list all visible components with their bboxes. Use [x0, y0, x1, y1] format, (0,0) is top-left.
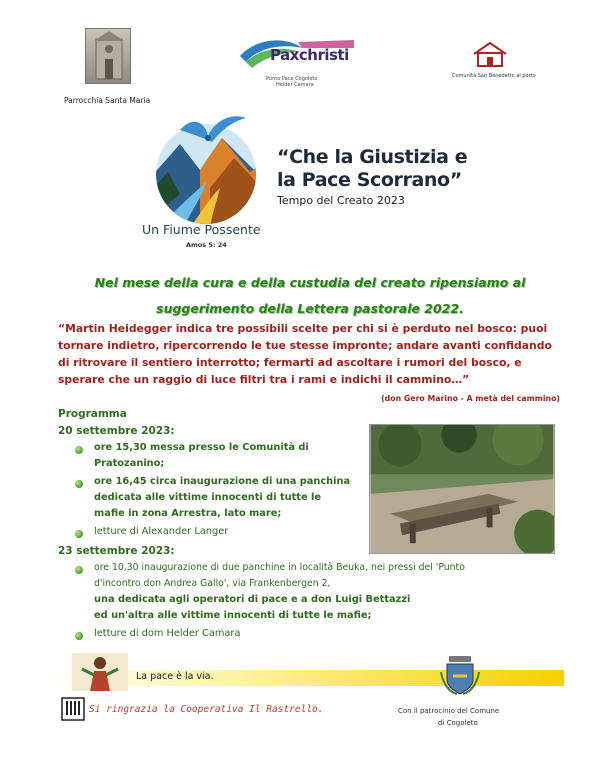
parrocchia-label: Parrocchia Santa Maria	[64, 96, 151, 105]
event-title-line-2: la Pace Scorrano”	[277, 169, 462, 191]
patronage-label: Con il patrocinio del Comune	[398, 707, 500, 715]
quote-line-4: sperare che un raggio di luce filtri tra i rami e indichi il cammino…”	[58, 373, 470, 386]
quote-citation: (don Gero Marino - A metà del cammino)	[381, 394, 560, 403]
event-title-line-1: “Che la Giustizia e	[277, 146, 468, 168]
date-heading-1: 20 settembre 2023:	[58, 425, 175, 437]
rastrello-logo	[61, 697, 85, 721]
list-item-continued: Pratozanino;	[94, 458, 165, 469]
comunita-house-logo	[470, 40, 510, 70]
season-of-creation-emblem	[150, 108, 262, 228]
figure-illustration	[72, 653, 128, 691]
cogoleto-coat-of-arms	[439, 654, 481, 696]
quote-line-3: di ritrovare il sentiero interrotto; fermarti ad ascoltare i rumori del bosco, e	[58, 356, 522, 369]
list-item: ore 10,30 inaugurazione di due panchine in località Beuka, nei pressi del 'Punto	[94, 562, 465, 573]
paxchristi-wordmark: Paxchristi	[270, 46, 349, 64]
bullet-icon	[75, 566, 83, 574]
event-subtitle: Tempo del Creato 2023	[277, 194, 405, 207]
event-title	[277, 146, 467, 192]
paxchristi-subtitle-2: Helder Camara	[276, 82, 314, 88]
list-item: letture di Alexander Langer	[94, 526, 229, 537]
list-item: letture di dom Helder Camara	[94, 628, 241, 639]
church-photo	[85, 28, 131, 84]
quote-line-2: tornare indietro, ripercorrendo le tue stesse impronte; andare avanti confidando	[58, 339, 552, 352]
fiume-possente-label: Un Fiume Possente	[142, 222, 261, 237]
quote-line-1: “Martin Heidegger indica tre possibili scelte per chi si è perduto nel bosco: puoi	[58, 322, 548, 335]
bullet-icon	[75, 632, 83, 640]
pace-slogan: La pace è la via.	[136, 671, 214, 682]
list-item-continued: una dedicata agli operatori di pace e a don Luigi Bettazzi	[94, 594, 411, 605]
headline-line-1: Nel mese della cura e della custudia del creato ripensiamo al	[94, 275, 526, 290]
bullet-icon	[75, 480, 83, 488]
acknowledgement: Si ringrazia la Cooperativa Il Rastrello.	[89, 704, 324, 715]
list-item-continued: mafie in zona Arrestra, lato mare;	[94, 508, 282, 519]
heidegger-quote	[58, 320, 578, 388]
list-item: ore 15,30 messa presso le Comunità di	[94, 442, 309, 453]
list-item-continued: ed un'altra alle vittime innocenti di tutte le mafie;	[94, 610, 372, 621]
bullet-icon	[75, 446, 83, 454]
list-item-continued: dedicata alle vittime innocenti di tutte le	[94, 492, 322, 503]
date-heading-2: 23 settembre 2023:	[58, 545, 175, 557]
bullet-icon	[75, 530, 83, 538]
list-item-continued: d'incontro don Andrea Gallo', via Frankenbergen 2,	[94, 578, 331, 589]
programma-heading: Programma	[58, 408, 127, 420]
headline-line-2: suggerimento della Lettera pastorale 2022.	[156, 301, 464, 316]
comunita-label: Comunità San Benedetto al porto	[452, 73, 536, 79]
patronage-label-2: di Cogoleto	[438, 719, 478, 727]
bible-reference: Amos 5: 24	[186, 241, 227, 249]
paxchristi-subtitle: Punto Pace Cogoleto	[266, 76, 318, 82]
list-item: ore 16,45 circa inaugurazione di una panchina	[94, 476, 351, 487]
bench-photo	[369, 424, 555, 554]
